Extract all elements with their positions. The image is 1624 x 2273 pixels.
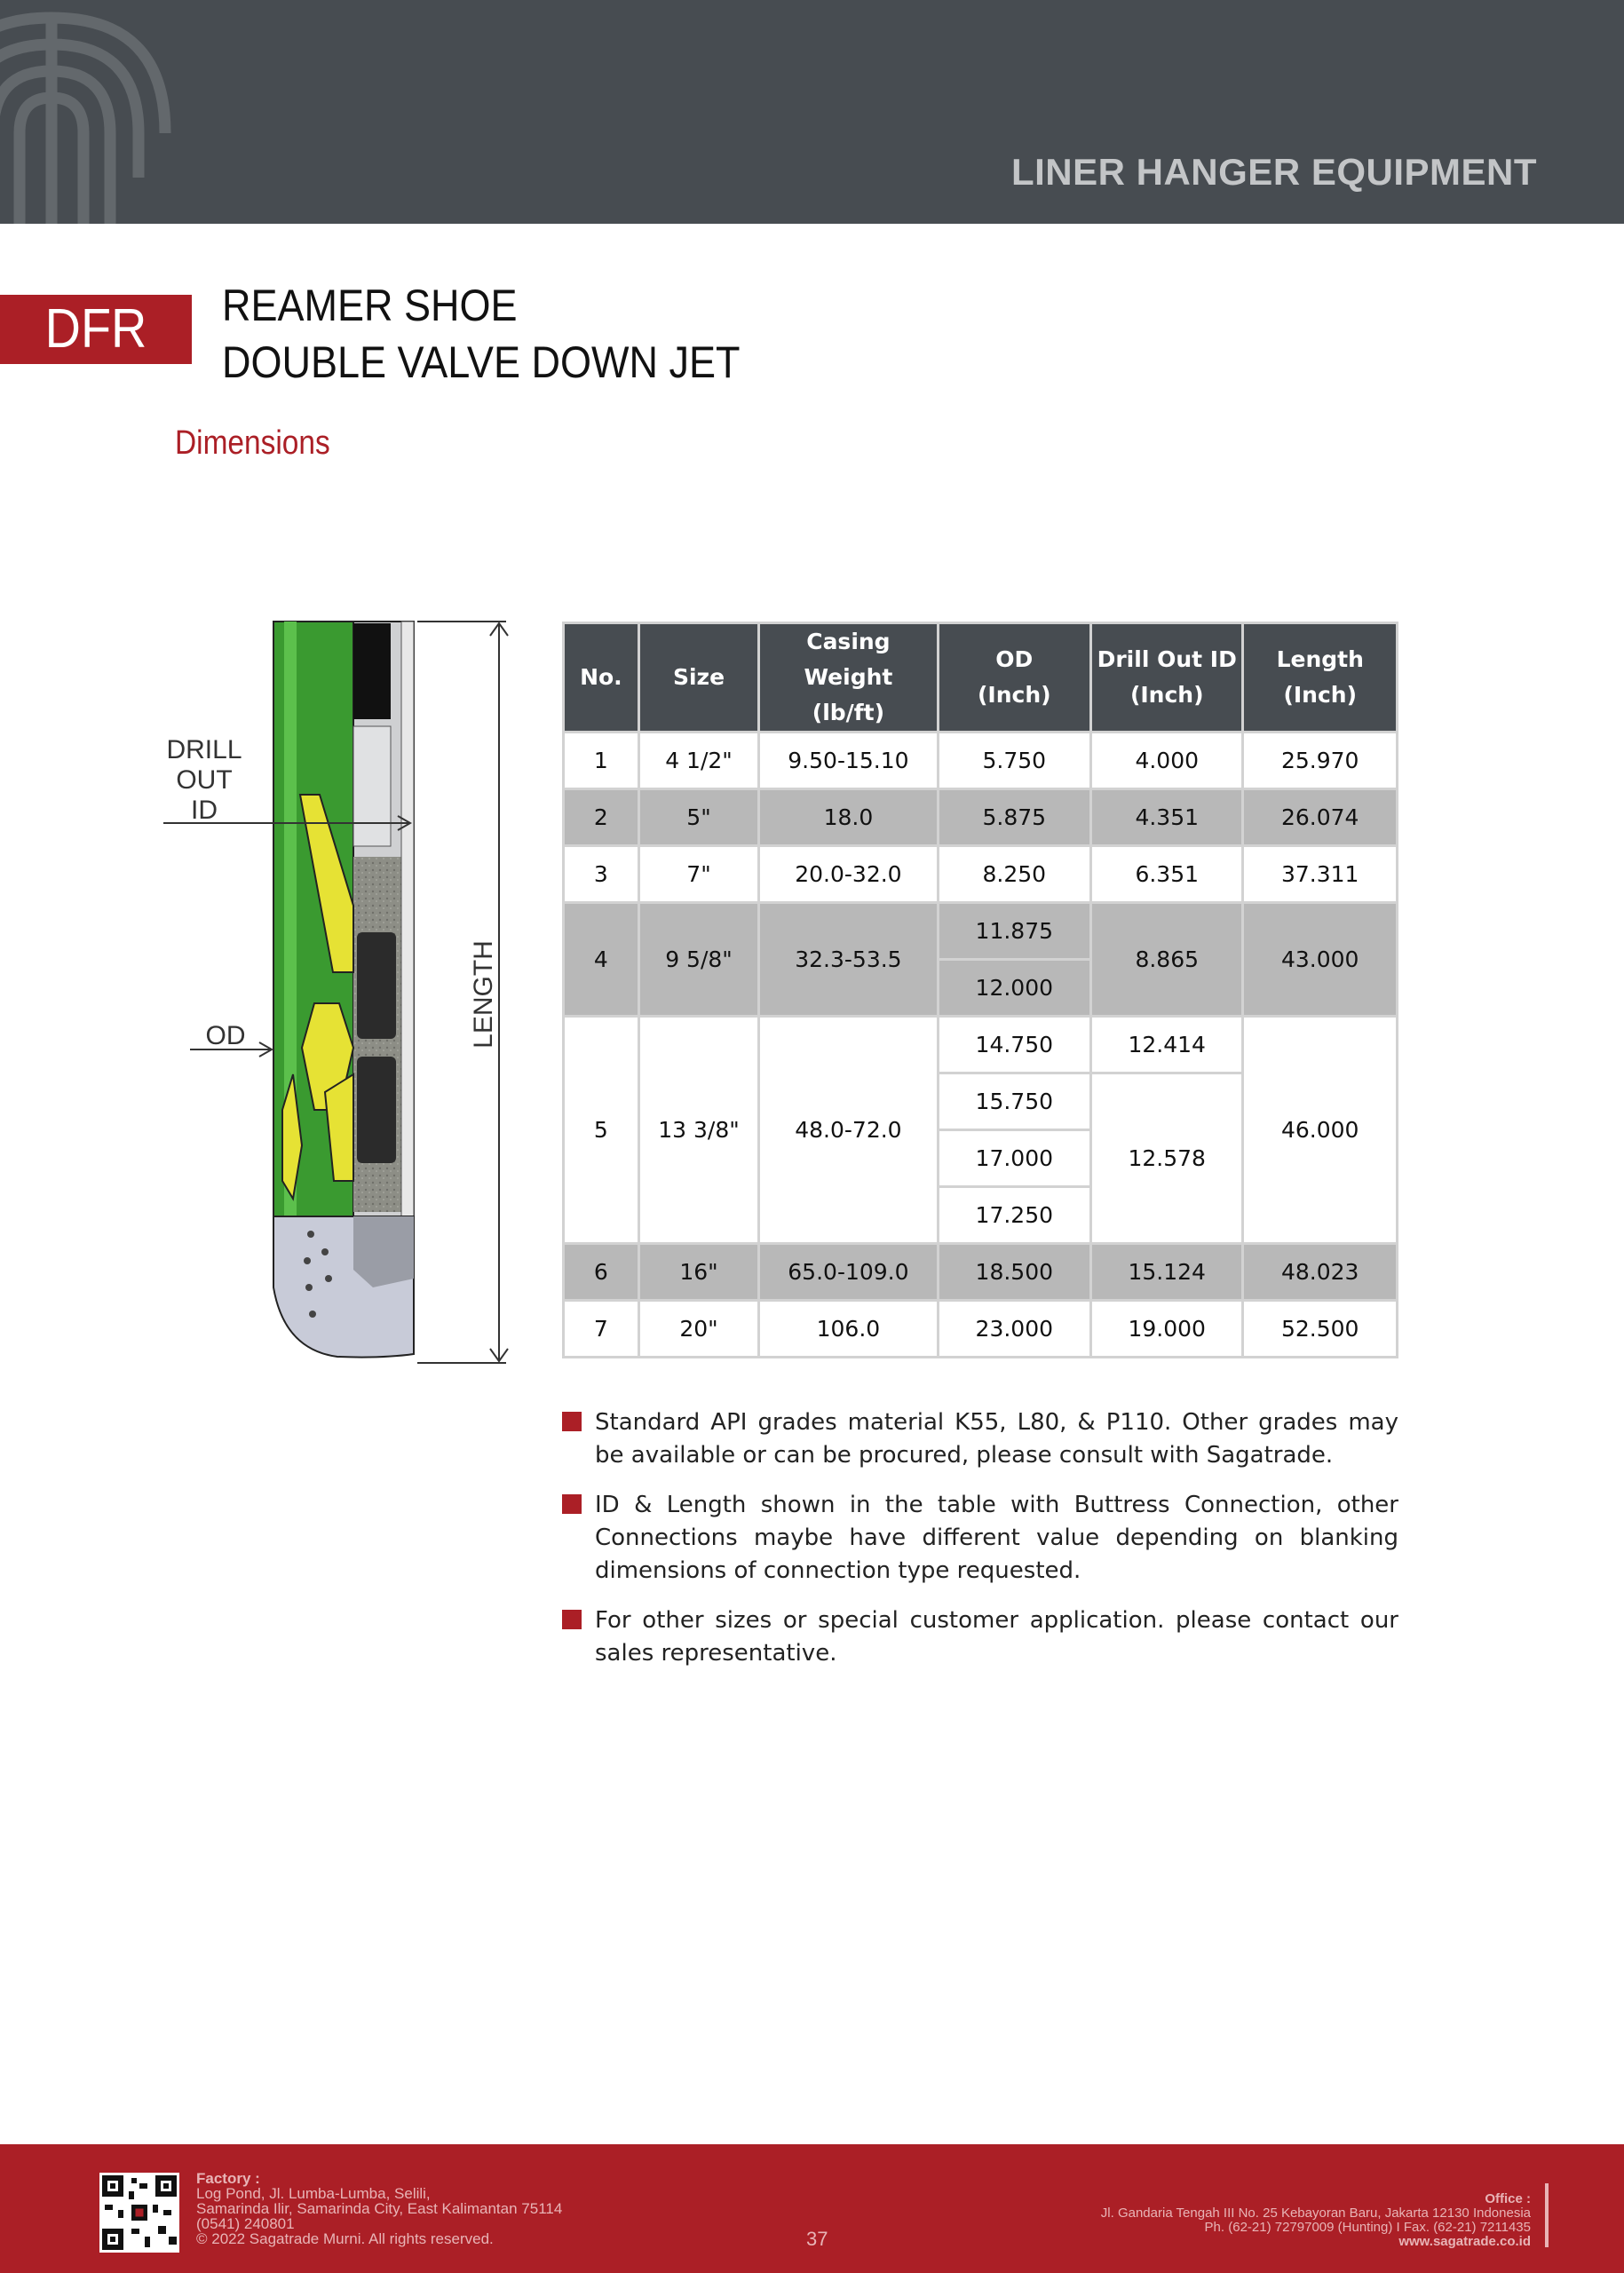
note-item <box>562 1406 1398 1472</box>
cell-no: 6 <box>564 1244 639 1301</box>
cell-size: 13 3/8" <box>638 1017 758 1244</box>
cell-od: 11.875 <box>938 903 1090 960</box>
cell-drill-out: 4.000 <box>1091 733 1243 789</box>
cell-drill-out: 12.414 <box>1091 1017 1243 1073</box>
cell-weight: 18.0 <box>759 789 938 846</box>
cell-drill-out: 4.351 <box>1091 789 1243 846</box>
note-text: For other sizes or special customer application. please contact our sales representative. <box>595 1607 1398 1667</box>
table-row <box>564 903 1398 960</box>
product-title-line-1: REAMER SHOE <box>222 281 518 330</box>
cell-od: 15.750 <box>938 1073 1090 1130</box>
copyright: © 2022 Sagatrade Murni. All rights reserved. <box>196 2230 494 2247</box>
cell-length: 46.000 <box>1243 1017 1398 1244</box>
note-item <box>562 1489 1398 1588</box>
footer-divider <box>1545 2183 1549 2247</box>
office-label: Office : <box>1485 2191 1531 2206</box>
drill-out-label-1: DRILL <box>166 735 242 764</box>
factory-phone: (0541) 240801 <box>196 2215 295 2232</box>
page-header <box>0 0 1624 224</box>
notes-list <box>562 1406 1398 1687</box>
cell-length: 26.074 <box>1243 789 1398 846</box>
cell-weight: 32.3-53.5 <box>759 903 938 1017</box>
cell-no: 1 <box>564 733 639 789</box>
cell-weight: 65.0-109.0 <box>759 1244 938 1301</box>
table-row <box>564 846 1398 903</box>
note-text: Standard API grades material K55, L80, & P110. Other grades may be available or can be procured, please consult with Sagatrade. <box>595 1409 1398 1469</box>
cell-no: 4 <box>564 903 639 1017</box>
cell-weight: 9.50-15.10 <box>759 733 938 789</box>
cell-length: 37.311 <box>1243 846 1398 903</box>
cell-od: 8.250 <box>938 846 1090 903</box>
factory-line-1: Log Pond, Jl. Lumba-Lumba, Selili, <box>196 2185 431 2202</box>
cell-length: 48.023 <box>1243 1244 1398 1301</box>
cell-no: 7 <box>564 1301 639 1358</box>
length-label: LENGTH <box>469 940 498 1049</box>
cell-length: 52.500 <box>1243 1301 1398 1358</box>
product-title-line-2: DOUBLE VALVE DOWN JET <box>222 337 741 387</box>
drill-out-label-2: OUT <box>176 765 233 795</box>
square-bullet-icon <box>562 1610 582 1629</box>
website-link[interactable]: www.sagatrade.co.id <box>1398 2234 1531 2249</box>
product-title <box>222 277 740 391</box>
header-drill-out-id: Drill Out ID (Inch) <box>1091 623 1243 733</box>
cell-size: 9 5/8" <box>638 903 758 1017</box>
cell-drill-out: 6.351 <box>1091 846 1243 903</box>
cell-od: 17.000 <box>938 1130 1090 1187</box>
square-bullet-icon <box>562 1494 582 1514</box>
header-length: Length (Inch) <box>1243 623 1398 733</box>
company-logo-watermark <box>0 0 231 224</box>
table-header-row <box>564 623 1398 733</box>
cell-weight: 48.0-72.0 <box>759 1017 938 1244</box>
table-row <box>564 1244 1398 1301</box>
header-size: Size <box>638 623 758 733</box>
cell-size: 20" <box>638 1301 758 1358</box>
cell-size: 7" <box>638 846 758 903</box>
cell-od: 5.875 <box>938 789 1090 846</box>
qr-code-icon <box>99 2173 179 2253</box>
cell-drill-out: 19.000 <box>1091 1301 1243 1358</box>
cell-length: 25.970 <box>1243 733 1398 789</box>
dimensions-table <box>562 622 1398 1358</box>
header-casing-weight: Casing Weight (lb/ft) <box>759 623 938 733</box>
cell-drill-out: 8.865 <box>1091 903 1243 1017</box>
cell-no: 3 <box>564 846 639 903</box>
cell-no: 5 <box>564 1017 639 1244</box>
cell-od: 5.750 <box>938 733 1090 789</box>
office-line-2: Ph. (62-21) 72797009 (Hunting) I Fax. (62-21) 7211435 <box>1204 2220 1531 2235</box>
table-row <box>564 1017 1398 1073</box>
square-bullet-icon <box>562 1412 582 1431</box>
factory-line-2: Samarinda Ilir, Samarinda City, East Kalimantan 75114 <box>196 2200 563 2217</box>
note-item <box>562 1604 1398 1670</box>
note-text: ID & Length shown in the table with Buttress Connection, other Connections maybe have different value depending on blanking dimensions of connection type requested. <box>595 1492 1398 1584</box>
header-od: OD (Inch) <box>938 623 1090 733</box>
cell-no: 2 <box>564 789 639 846</box>
section-title: LINER HANGER EQUIPMENT <box>1010 151 1537 193</box>
cell-length: 43.000 <box>1243 903 1398 1017</box>
cell-weight: 106.0 <box>759 1301 938 1358</box>
factory-address <box>196 2171 562 2246</box>
page-footer <box>0 2144 1624 2273</box>
cell-drill-out: 15.124 <box>1091 1244 1243 1301</box>
cell-od: 12.000 <box>938 960 1090 1017</box>
office-line-1: Jl. Gandaria Tengah III No. 25 Kebayoran Baru, Jakarta 12130 Indonesia <box>1100 2206 1531 2221</box>
table-row <box>564 733 1398 789</box>
cell-size: 16" <box>638 1244 758 1301</box>
factory-label: Factory : <box>196 2170 260 2187</box>
product-code-badge: DFR <box>0 295 192 364</box>
table-row <box>564 1301 1398 1358</box>
dimensions-heading: Dimensions <box>175 424 330 462</box>
drill-out-label-3: ID <box>191 796 218 825</box>
page-number: 37 <box>806 2228 828 2250</box>
cell-weight: 20.0-32.0 <box>759 846 938 903</box>
reamer-shoe-diagram <box>151 613 524 1394</box>
cell-od: 23.000 <box>938 1301 1090 1358</box>
header-no: No. <box>564 623 639 733</box>
office-address <box>1101 2192 1531 2249</box>
cell-size: 5" <box>638 789 758 846</box>
cell-od: 17.250 <box>938 1187 1090 1244</box>
table-row <box>564 789 1398 846</box>
cell-od: 14.750 <box>938 1017 1090 1073</box>
od-label: OD <box>205 1021 246 1050</box>
cell-size: 4 1/2" <box>638 733 758 789</box>
cell-od: 18.500 <box>938 1244 1090 1301</box>
cell-drill-out: 12.578 <box>1091 1073 1243 1244</box>
